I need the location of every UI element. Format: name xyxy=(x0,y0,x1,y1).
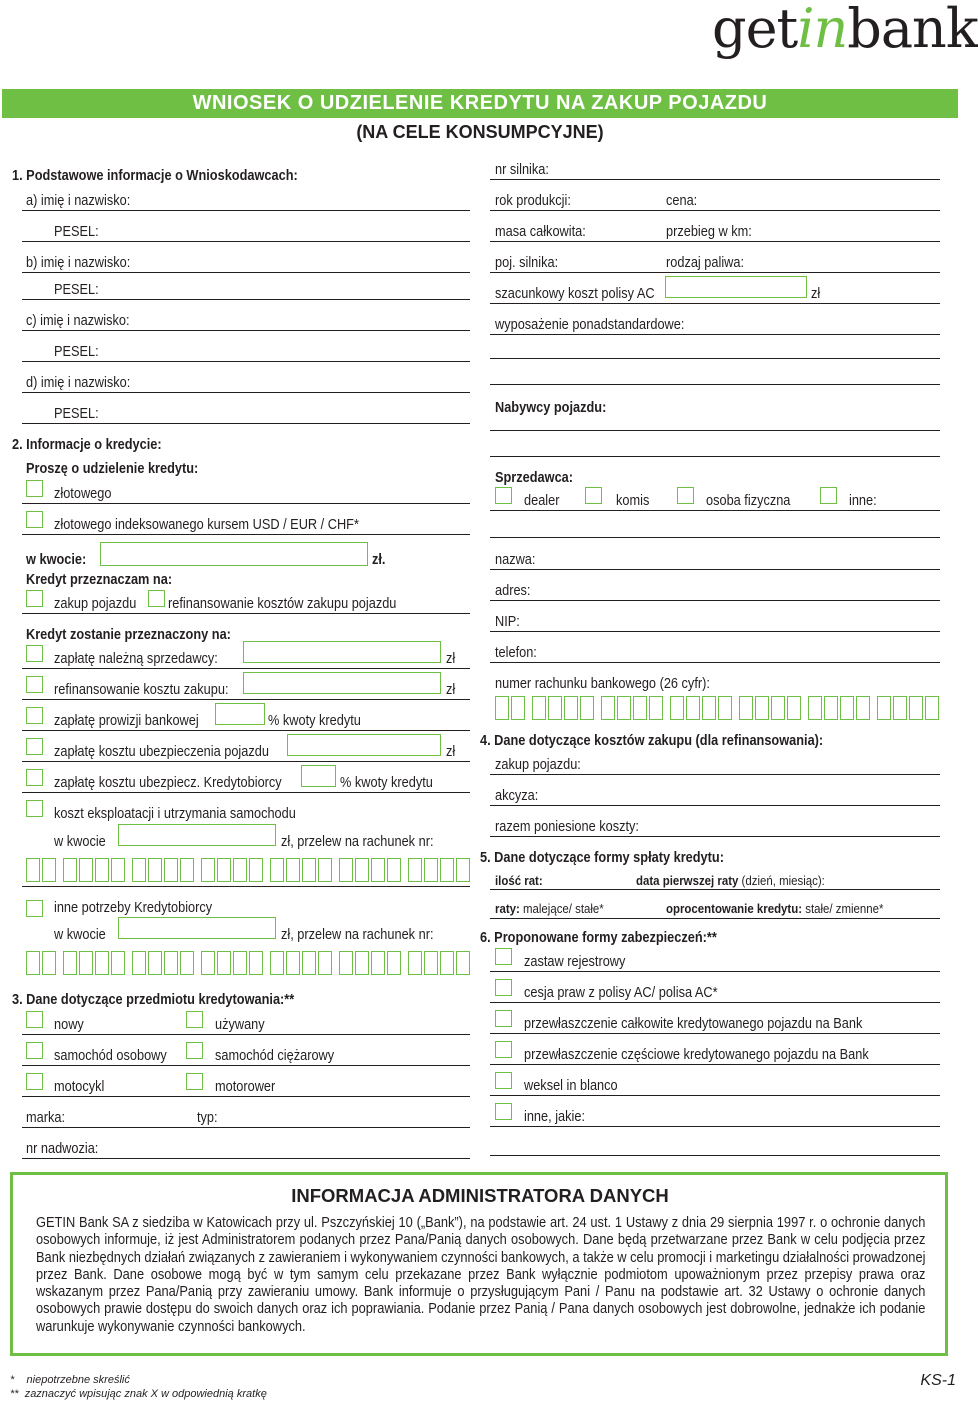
data-admin-info-body: GETIN Bank SA z siedziba w Katowicach przy ul. Pszczyńskiej 10 („Bank”), na podstawie art. 24 ust. 1 Ustawy z dnia 29 sierpnia 1997 r. o ochronie danych osobowych informuje, iż jest Administratorem podanych przez Pana/Panią danych osobowych. Dane będą przetwarzane przez Bank w celu podjęcia przez Bank niezbędnych działań związanych z zawieraniem i wykonywaniem czynności bankowych, a także w celu promocji i marketingu działalności prowadzonej przez Bank. Dane osobowe mogą być w tym samym celu przekazane przez Bank wyłącznie podmiotom upoważnionym przez przepisy prawa oraz wskazanym przez Pana/Panią przy zawieraniu umowy. Bank informuje o przysługującym Pani / Panu na podstawie art. 32 Ustawy o ochronie danych osobowych prawie dostępu do swoich danych oraz ich poprawiania. Podanie przez Panią / Pana danych osobowych jest dobrowolne, jednakże ich podanie warunkuje wykonywanie czynności bankowych. xyxy=(36,1215,926,1335)
seller-name-field[interactable] xyxy=(490,569,940,570)
alloc-refi-unit: zł xyxy=(446,682,456,698)
scooter-checkbox[interactable] xyxy=(186,1073,203,1090)
seller-komis-label: komis xyxy=(616,493,650,509)
seller-person-checkbox[interactable] xyxy=(677,487,694,504)
purchase-label: zakup pojazdu: xyxy=(495,757,581,773)
buyers-field-2[interactable] xyxy=(490,456,940,457)
alloc-borrower-ins-unit: % kwoty kredytu xyxy=(340,775,433,791)
purpose-refi-label: refinansowanie kosztów zakupu pojazdu xyxy=(168,596,397,612)
extras-field-2[interactable] xyxy=(490,358,940,359)
indexed-credit-label: złotowego indeksowanego kursem USD / EUR / CHF* xyxy=(54,517,359,533)
make-type-field[interactable] xyxy=(22,1127,470,1128)
alloc-commission-label: zapłatę prowizji bankowej xyxy=(54,713,199,729)
alloc-vehicle-ins-checkbox[interactable] xyxy=(26,738,43,755)
new-label: nowy xyxy=(54,1017,84,1033)
divider xyxy=(22,886,470,887)
divider xyxy=(490,510,940,511)
section-6-heading: 6. Proponowane formy zabezpieczeń:** xyxy=(480,930,717,946)
purpose-buy-label: zakup pojazdu xyxy=(54,596,137,612)
applicant-a-label: a) imię i nazwisko: xyxy=(26,193,131,209)
motorcycle-label: motocykl xyxy=(54,1079,105,1095)
pln-credit-label: złotowego xyxy=(54,486,112,502)
applicant-c-pesel-field[interactable] xyxy=(22,361,470,362)
applicant-b-pesel-field[interactable] xyxy=(22,299,470,300)
collateral-6-checkbox[interactable] xyxy=(495,1103,512,1120)
alloc-borrower-ins-label: zapłatę kosztu ubezpiecz. Kredytobiorcy xyxy=(54,775,282,791)
installments-count-label: ilość rat: xyxy=(495,873,543,888)
extras-label: wyposażenie ponadstandardowe: xyxy=(495,317,685,333)
data-admin-info-title: INFORMACJA ADMINISTRATORA DANYCH xyxy=(291,1185,669,1206)
seller-phone-field[interactable] xyxy=(490,662,940,663)
applicant-d-field[interactable] xyxy=(22,392,470,393)
alloc-running-account-input[interactable] xyxy=(26,858,472,882)
divider xyxy=(22,761,470,762)
section-5-heading: 5. Dane dotyczące formy spłaty kredytu: xyxy=(480,850,724,866)
divider xyxy=(490,1095,940,1096)
first-installment-label: data pierwszej raty (dzień, miesiąc): xyxy=(636,873,825,888)
credit-amount-label: w kwocie: xyxy=(26,552,87,568)
alloc-running-amount-input[interactable] xyxy=(118,824,276,846)
divider xyxy=(490,1033,940,1034)
alloc-vehicle-ins-unit: zł xyxy=(446,744,456,760)
engine-cap-label: poj. silnika: xyxy=(495,255,559,271)
credit-purpose-label: Kredyt przeznaczam na: xyxy=(26,572,173,588)
applicant-b-pesel-label: PESEL: xyxy=(54,282,99,298)
divider xyxy=(490,303,940,304)
alloc-running-label: koszt eksploatacji i utrzymania samochodu xyxy=(54,806,296,822)
alloc-borrower-ins-input[interactable] xyxy=(301,765,336,787)
excise-label: akcyza: xyxy=(495,788,539,804)
alloc-other-amount-label: w kwocie xyxy=(54,927,106,943)
alloc-other-amount-input[interactable] xyxy=(118,917,276,939)
allocation-label: Kredyt zostanie przeznaczony na: xyxy=(26,627,231,643)
truck-checkbox[interactable] xyxy=(186,1042,203,1059)
seller-nip-label: NIP: xyxy=(495,614,520,630)
alloc-borrower-ins-checkbox[interactable] xyxy=(26,769,43,786)
seller-other-label: inne: xyxy=(849,493,877,509)
footnote-2: ** zaznaczyć wpisując znak X w odpowiednią kratkę xyxy=(10,1388,267,1400)
buyers-label: Nabywcy pojazdu: xyxy=(495,400,607,416)
alloc-refi-checkbox[interactable] xyxy=(26,676,43,693)
alloc-seller-unit: zł xyxy=(446,651,456,667)
collateral-other-field-2[interactable] xyxy=(490,1155,940,1156)
credit-amount-input[interactable] xyxy=(100,542,368,566)
car-checkbox[interactable] xyxy=(26,1042,43,1059)
ac-cost-label: szacunkowy koszt polisy AC xyxy=(495,286,655,302)
applicant-d-pesel-label: PESEL: xyxy=(54,406,99,422)
total-cost-field[interactable] xyxy=(490,836,940,837)
applicant-b-field[interactable] xyxy=(22,272,470,273)
divider xyxy=(22,668,470,669)
divider xyxy=(22,613,470,614)
seller-account-label: numer rachunku bankowego (26 cyfr): xyxy=(495,676,710,692)
car-label: samochód osobowy xyxy=(54,1048,167,1064)
applicant-a-field[interactable] xyxy=(22,210,470,211)
divider xyxy=(22,699,470,700)
collateral-5-checkbox[interactable] xyxy=(495,1072,512,1089)
getinbank-logo: getinbank xyxy=(712,0,978,60)
applicant-d-pesel-field[interactable] xyxy=(22,423,470,424)
divider xyxy=(22,792,470,793)
seller-name-label: nazwa: xyxy=(495,552,536,568)
mass-label: masa całkowita: xyxy=(495,224,586,240)
alloc-commission-unit: % kwoty kredytu xyxy=(268,713,361,729)
total-cost-label: razem poniesione koszty: xyxy=(495,819,639,835)
seller-dealer-label: dealer xyxy=(524,493,560,509)
alloc-other-checkbox[interactable] xyxy=(26,900,43,917)
collateral-4-label: przewłaszczenie częściowe kredytowanego pojazdu na Bank xyxy=(524,1047,869,1063)
purpose-refi-checkbox[interactable] xyxy=(148,590,165,607)
purchase-field[interactable] xyxy=(490,774,940,775)
seller-dealer-checkbox[interactable] xyxy=(495,487,512,504)
pln-credit-checkbox[interactable] xyxy=(26,480,43,497)
purpose-buy-checkbox[interactable] xyxy=(26,590,43,607)
installments-type-label: raty: malejące/ stałe* xyxy=(495,901,604,916)
applicant-b-label: b) imię i nazwisko: xyxy=(26,255,131,271)
section-2-heading: 2. Informacje o kredycie: xyxy=(12,437,162,453)
collateral-1-label: zastaw rejestrowy xyxy=(524,954,626,970)
seller-person-label: osoba fizyczna xyxy=(706,493,791,509)
collateral-3-label: przewłaszczenie całkowite kredytowanego pojazdu na Bank xyxy=(524,1016,863,1032)
seller-address-label: adres: xyxy=(495,583,531,599)
alloc-refi-label: refinansowanie kosztu zakupu: xyxy=(54,682,229,698)
applicant-c-pesel-label: PESEL: xyxy=(54,344,99,360)
alloc-running-transfer-label: zł, przelew na rachunek nr: xyxy=(281,834,434,850)
divider xyxy=(490,1064,940,1065)
seller-heading: Sprzedawca: xyxy=(495,470,574,486)
section-4-heading: 4. Dane dotyczące kosztów zakupu (dla refinansowania): xyxy=(480,733,824,749)
footnote-1: * niepotrzebne skreślić xyxy=(10,1374,130,1386)
applicant-c-label: c) imię i nazwisko: xyxy=(26,313,130,329)
credit-request-label: Proszę o udzielenie kredytu: xyxy=(26,461,199,477)
alloc-refi-input[interactable] xyxy=(243,672,441,694)
divider xyxy=(22,1034,470,1035)
title-banner xyxy=(2,89,958,118)
type-label: typ: xyxy=(197,1110,218,1126)
seller-komis-checkbox[interactable] xyxy=(585,487,602,504)
alloc-seller-input[interactable] xyxy=(243,641,441,663)
truck-label: samochód ciężarowy xyxy=(215,1048,335,1064)
seller-account-input[interactable] xyxy=(495,696,941,720)
divider xyxy=(22,1096,470,1097)
alloc-other-label: inne potrzeby Kredytobiorcy xyxy=(54,900,213,916)
mileage-label: przebieg w km: xyxy=(666,224,752,240)
collateral-2-checkbox[interactable] xyxy=(495,979,512,996)
section-3-heading: 3. Dane dotyczące przedmiotu kredytowania:** xyxy=(12,992,295,1008)
collateral-3-checkbox[interactable] xyxy=(495,1010,512,1027)
buyers-field[interactable] xyxy=(490,430,940,431)
fuel-label: rodzaj paliwa: xyxy=(666,255,745,271)
engine-fuel-field[interactable] xyxy=(490,272,940,273)
divider xyxy=(22,1065,470,1066)
applicant-c-field[interactable] xyxy=(22,330,470,331)
alloc-commission-checkbox[interactable] xyxy=(26,707,43,724)
year-label: rok produkcji: xyxy=(495,193,571,209)
collateral-6-label: inne, jakie: xyxy=(524,1109,586,1125)
divider xyxy=(22,503,470,504)
year-price-field[interactable] xyxy=(490,210,940,211)
alloc-seller-label: zapłatę należną sprzedawcy: xyxy=(54,651,218,667)
ac-cost-input[interactable] xyxy=(665,276,807,298)
vin-field[interactable] xyxy=(22,1158,470,1159)
collateral-1-checkbox[interactable] xyxy=(495,948,512,965)
scooter-label: motorower xyxy=(215,1079,276,1095)
mass-mileage-field[interactable] xyxy=(490,241,940,242)
alloc-other-account-input[interactable] xyxy=(26,951,472,975)
alloc-seller-checkbox[interactable] xyxy=(26,645,43,662)
price-label: cena: xyxy=(666,193,698,209)
motorcycle-checkbox[interactable] xyxy=(26,1073,43,1090)
vin-label: nr nadwozia: xyxy=(26,1141,99,1157)
excise-field[interactable] xyxy=(490,805,940,806)
seller-phone-label: telefon: xyxy=(495,645,537,661)
collateral-5-label: weksel in blanco xyxy=(524,1078,618,1094)
alloc-vehicle-ins-label: zapłatę kosztu ubezpieczenia pojazdu xyxy=(54,744,269,760)
used-checkbox[interactable] xyxy=(186,1011,203,1028)
applicant-d-label: d) imię i nazwisko: xyxy=(26,375,131,391)
alloc-commission-input[interactable] xyxy=(215,703,265,725)
seller-address-field[interactable] xyxy=(490,600,940,601)
collateral-2-label: cesja praw z polisy AC/ polisa AC* xyxy=(524,985,718,1001)
page-title: WNIOSEK O UDZIELENIE KREDYTU NA ZAKUP POJAZDU xyxy=(192,92,768,114)
make-label: marka: xyxy=(26,1110,66,1126)
used-label: używany xyxy=(215,1017,265,1033)
installments-field[interactable] xyxy=(490,889,940,890)
alloc-other-transfer-label: zł, przelew na rachunek nr: xyxy=(281,927,434,943)
section-1-heading: 1. Podstawowe informacje o Wnioskodawcach: xyxy=(12,168,298,184)
extras-field[interactable] xyxy=(490,334,940,335)
applicant-a-pesel-label: PESEL: xyxy=(54,224,99,240)
new-checkbox[interactable] xyxy=(26,1011,43,1028)
extras-field-3[interactable] xyxy=(490,384,940,385)
alloc-running-checkbox[interactable] xyxy=(26,800,43,817)
interest-rate-label: oprocentowanie kredytu: stałe/ zmienne* xyxy=(666,901,884,916)
collateral-other-field[interactable] xyxy=(490,1126,940,1127)
seller-nip-field[interactable] xyxy=(490,631,940,632)
divider xyxy=(490,918,940,919)
page-subtitle: (NA CELE KONSUMPCYJNE) xyxy=(356,122,604,142)
seller-other-checkbox[interactable] xyxy=(820,487,837,504)
alloc-vehicle-ins-input[interactable] xyxy=(287,734,441,756)
credit-amount-unit: zł. xyxy=(372,552,386,568)
ac-cost-unit: zł xyxy=(811,286,821,302)
form-code: KS-1 xyxy=(920,1372,956,1389)
divider xyxy=(22,730,470,731)
engine-no-field[interactable] xyxy=(490,179,940,180)
seller-other-field[interactable] xyxy=(490,537,940,538)
alloc-running-amount-label: w kwocie xyxy=(54,834,106,850)
applicant-a-pesel-field[interactable] xyxy=(22,241,470,242)
collateral-4-checkbox[interactable] xyxy=(495,1041,512,1058)
divider xyxy=(490,971,940,972)
divider xyxy=(490,1002,940,1003)
engine-no-label: nr silnika: xyxy=(495,162,549,178)
indexed-credit-checkbox[interactable] xyxy=(26,511,43,528)
divider xyxy=(22,534,470,535)
